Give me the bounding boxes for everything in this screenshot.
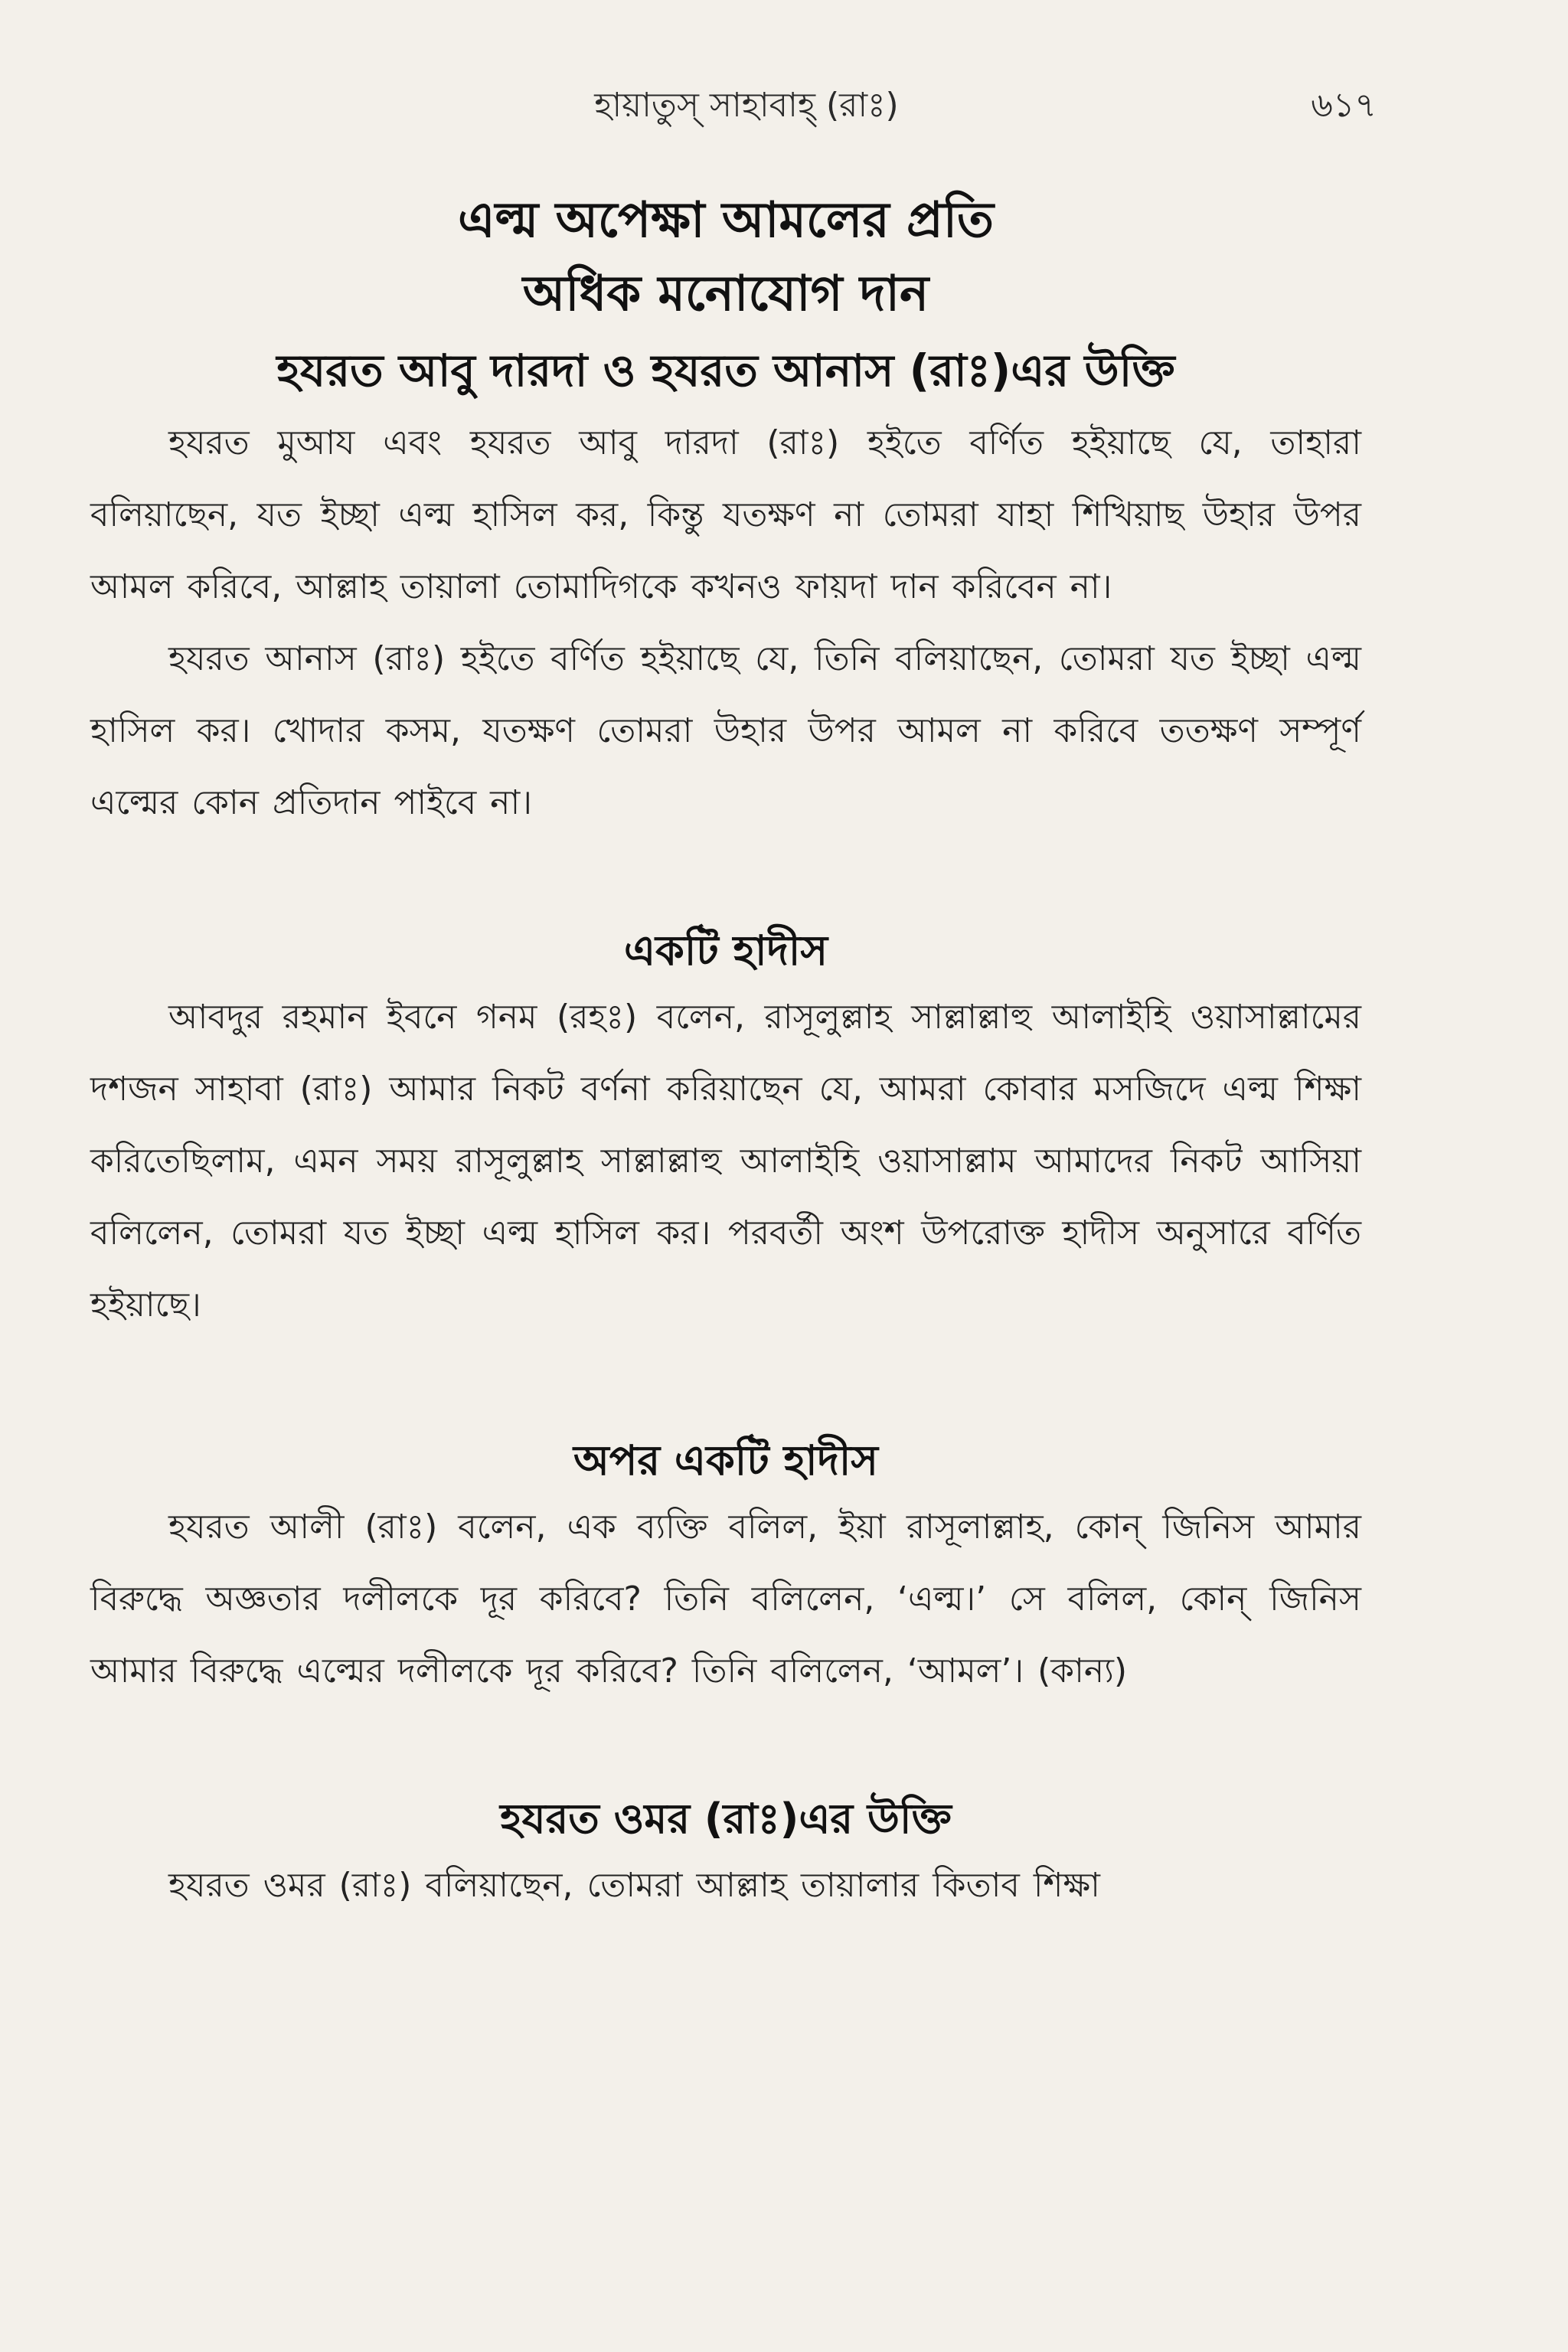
page-number: ৬১৭	[1311, 86, 1377, 125]
paragraph: হযরত আনাস (রাঃ) হইতে বর্ণিত হইয়াছে যে, তিনি বলিয়াছেন, তোমরা যত ইচ্ছা এল্ম হাসিল কর। খোদার কসম, যতক্ষণ তোমরা উহার উপর আমল না করিবে ততক্ষণ সম্পূর্ণ এল্মের কোন প্রতিদান পাইবে না।	[90, 639, 1361, 822]
section-title: হযরত ওমর (রাঃ)এর উক্তি	[500, 1795, 952, 1843]
section-title-line1: এল্ম অপেক্ষা আমলের প্রতি	[457, 192, 995, 249]
paragraph: হযরত ওমর (রাঃ) বলিয়াছেন, তোমরা আল্লাহ তায়ালার কিতাব শিক্ষা	[168, 1866, 1100, 1905]
page-content	[90, 184, 1361, 1922]
paragraph: হযরত মুআয এবং হযরত আবু দারদা (রাঃ) হইতে বর্ণিত হইয়াছে যে, তাহারা বলিয়াছেন, যত ইচ্ছা এল্ম হাসিল কর, কিন্তু যতক্ষণ না তোমরা যাহা শিখিয়াছ উহার উপর আমল করিবে, আল্লাহ তায়ালা তোমাদিগকে কখনও ফায়দা দান করিবেন না।	[90, 423, 1361, 606]
section-omar-ukti	[90, 1788, 1361, 1922]
spacer	[90, 1707, 1361, 1776]
paragraph: আবদুর রহমান ইবনে গনম (রহঃ) বলেন, রাসূলুল্লাহ সাল্লাল্লাহু আলাইহি ওয়াসাল্লামের দশজন সাহাবা (রাঃ) আমার নিকট বর্ণনা করিয়াছেন যে, আমরা কোবার মসজিদে এল্ম শিক্ষা করিতেছিলাম, এমন সময় রাসূলুল্লাহ সাল্লাল্লাহু আলাইহি ওয়াসাল্লাম আমাদের নিকট আসিয়া বলিলেন, তোমরা যত ইচ্ছা এল্ম হাসিল কর। পরবর্তী অংশ উপরোক্ত হাদীস অনুসারে বর্ণিত হইয়াছে।	[90, 998, 1361, 1325]
section-apar-ekti-hadis	[90, 1430, 1361, 1707]
section-subtitle: হযরত আবু দারদা ও হযরত আনাস (রাঃ)এর উক্তি	[276, 345, 1175, 397]
running-title: হায়াতুস্ সাহাবাহ্ (রাঃ)	[594, 86, 899, 125]
section-title: একটি হাদীস	[623, 926, 828, 975]
spacer	[90, 1341, 1361, 1418]
section-elm-vs-amal	[90, 184, 1361, 839]
paragraph: হযরত আলী (রাঃ) বলেন, এক ব্যক্তি বলিল, ইয়া রাসূলাল্লাহ, কোন্ জিনিস আমার বিরুদ্ধে অজ্ঞতার দলীলকে দূর করিবে? তিনি বলিলেন, ‘এল্ম।’ সে বলিল, কোন্ জিনিস আমার বিরুদ্ধে এল্মের দলীলকে দূর করিবে? তিনি বলিলেন, ‘আমল’। (কান্য)	[90, 1508, 1361, 1690]
section-title: অপর একটি হাদীস	[573, 1436, 878, 1485]
section-title-line2: অধিক মনোযোগ দান	[522, 266, 929, 322]
running-header	[0, 83, 1568, 129]
section-ekti-hadis	[90, 920, 1361, 1341]
spacer	[90, 839, 1361, 908]
